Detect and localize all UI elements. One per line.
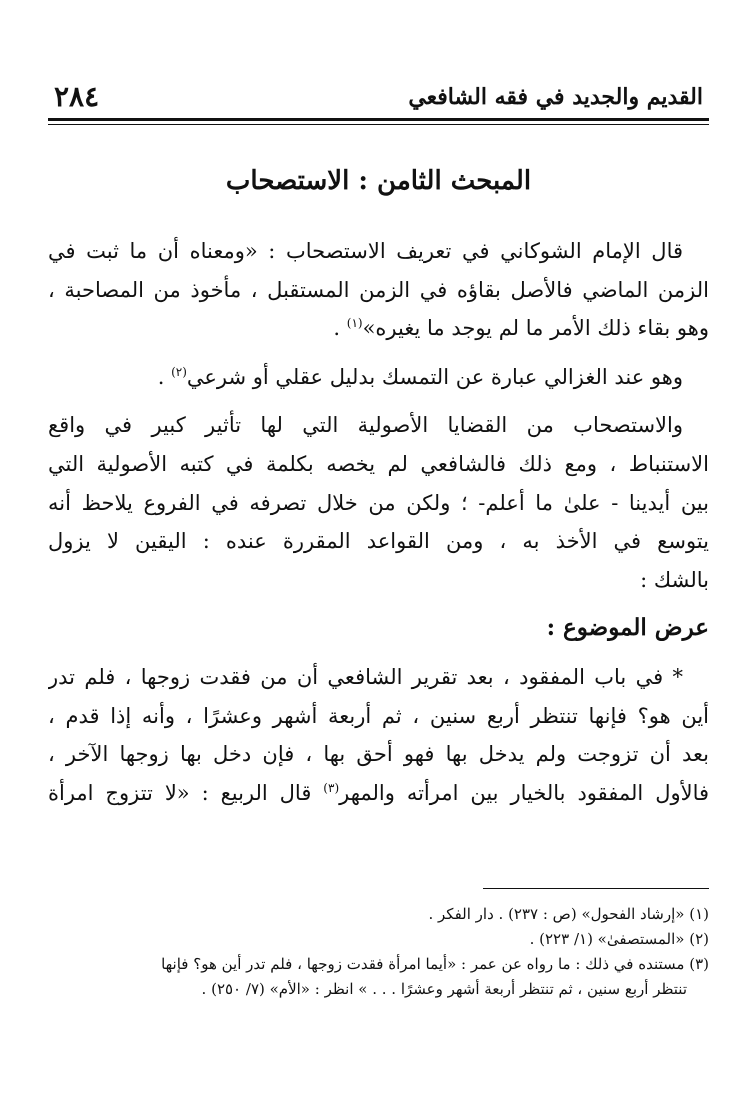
section-subheading: عرض الموضوع :	[546, 614, 709, 642]
book-title: القديم والجديد في فقه الشافعي	[408, 84, 703, 110]
text-line	[48, 774, 709, 813]
text-span: فالأول المفقود بالخيار بين امرأته والمهر	[339, 780, 709, 805]
text-line: يتوسع في الأخذ به ، ومن القواعد المقررة عنده : اليقين لا يزول	[48, 529, 709, 554]
footnotes	[48, 902, 709, 1002]
body-text	[48, 232, 709, 812]
paragraph-istishab	[48, 406, 709, 599]
text-line: أين هو؟ فإنها تنتظر أربع سنين ، ثم أربعة أشهر وعشرًا ، وأنه إذا قدم ،	[48, 703, 709, 728]
header-rule-thin	[48, 124, 709, 125]
paragraph-ghazali	[48, 358, 709, 397]
text-line: بالشك :	[640, 567, 709, 592]
page-number: ٢٨٤	[54, 80, 100, 113]
text-line: الزمن الماضي فالأصل بقاؤه في الزمن المستقبل ، مأخوذ من المصاحبة ،	[48, 277, 709, 302]
text-span: .	[157, 364, 172, 389]
paragraph-mafqud	[48, 658, 709, 812]
text-line: والاستصحاب من القضايا الأصولية التي لها تأثير كبير في واقع	[48, 413, 683, 438]
footnote-ref: (٢)	[171, 364, 187, 379]
header-rule-thick	[48, 118, 709, 121]
text-span: وهو بقاء ذلك الأمر ما لم يوجد ما يغيره»	[362, 316, 709, 341]
text-span: قال الربيع : «لا تتزوج امرأة	[48, 780, 324, 805]
text-line: قال الإمام الشوكاني في تعريف الاستصحاب : «ومعناه أن ما ثبت في	[48, 239, 684, 263]
footnote-2: (٢) «المستصفىٰ» (١/ ٢٢٣) .	[529, 930, 709, 948]
text-line	[48, 358, 709, 397]
text-line: بعد أن تزوجت ولم يدخل بها فهو أحق بها ، فإن دخل بها زوجها الآخر ،	[48, 742, 709, 767]
text-span: .	[333, 316, 347, 341]
text-line: الاستنباط ، ومع ذلك فالشافعي لم يخصه بكلمة في كتبه الأصولية التي	[48, 451, 709, 476]
text-span: وهو عند الغزالي عبارة عن التمسك بدليل عقلي أو شرعي	[186, 364, 683, 389]
text-line: * في باب المفقود ، بعد تقرير الشافعي أن من فقدت زوجها ، فلم تدر	[48, 664, 683, 689]
footnote-ref: (٣)	[323, 780, 340, 795]
footnote-separator	[483, 888, 709, 889]
footnote-ref: (١)	[346, 316, 363, 331]
running-header	[48, 76, 709, 116]
text-line: بين أيدينا - علىٰ ما أعلم- ؛ ولكن من خلال تصرفه في الفروع يلاحظ أنه	[48, 490, 709, 515]
book-page	[48, 0, 709, 1094]
footnote-3: (٣) مستنده في ذلك : ما رواه عن عمر : «أيما امرأة فقدت زوجها ، فلم تدر أين هو؟ فإنها	[161, 955, 709, 973]
paragraph-definition	[48, 232, 709, 348]
footnote-3-continued: تنتظر أربع سنين ، ثم تنتظر أربعة أشهر وعشرًا . . . » انظر : «الأم» (٧/ ٢٥٠) .	[201, 980, 687, 998]
footnote-1: (١) «إرشاد الفحول» (ص : ٢٣٧) . دار الفكر .	[428, 905, 709, 923]
chapter-title: المبحث الثامن : الاستصحاب	[225, 166, 532, 196]
text-line	[48, 309, 709, 348]
